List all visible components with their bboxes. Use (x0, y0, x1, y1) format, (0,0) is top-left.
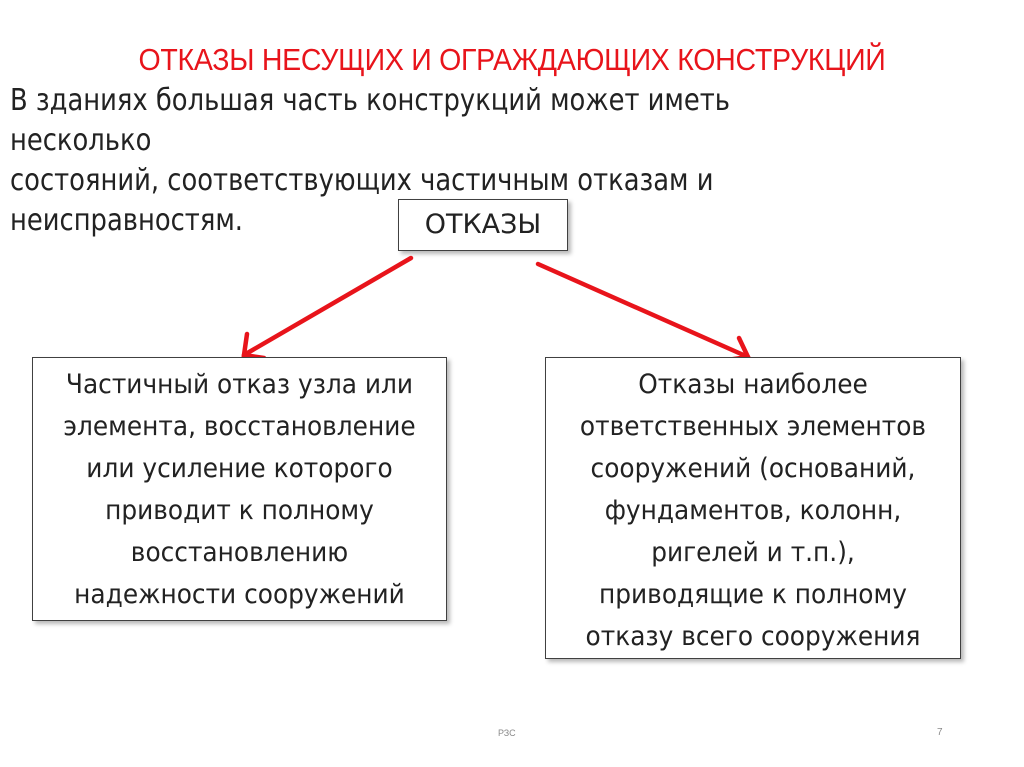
footer-code: РЗС (498, 728, 516, 738)
root-node-label: ОТКАЗЫ (424, 209, 542, 240)
intro-text: В зданиях большая часть конструкций может иметь несколько состояний, соответствующих частичным отказам и неисправностям. (10, 83, 731, 238)
partial-failure-box (32, 357, 447, 621)
root-node-box (398, 199, 568, 251)
slide-title: ОТКАЗЫ НЕСУЩИХ И ОГРАЖДАЮЩИХ КОНСТРУКЦИЙ (138, 42, 886, 77)
right-arrow (538, 264, 748, 360)
left-arrow (244, 258, 411, 358)
critical-failure-text: Отказы наиболее ответственных элементов сооружений (оснований, фундаментов, колонн, ригелей и т.п.), приводящие к полному отказу всего сооружения (579, 369, 927, 652)
page-number: 7 (937, 727, 943, 738)
partial-failure-text: Частичный отказ узла или элемента, восстановление или усиление которого приводит к полному восстановлению надежности сооружений (63, 369, 416, 610)
critical-failure-box (545, 357, 961, 659)
